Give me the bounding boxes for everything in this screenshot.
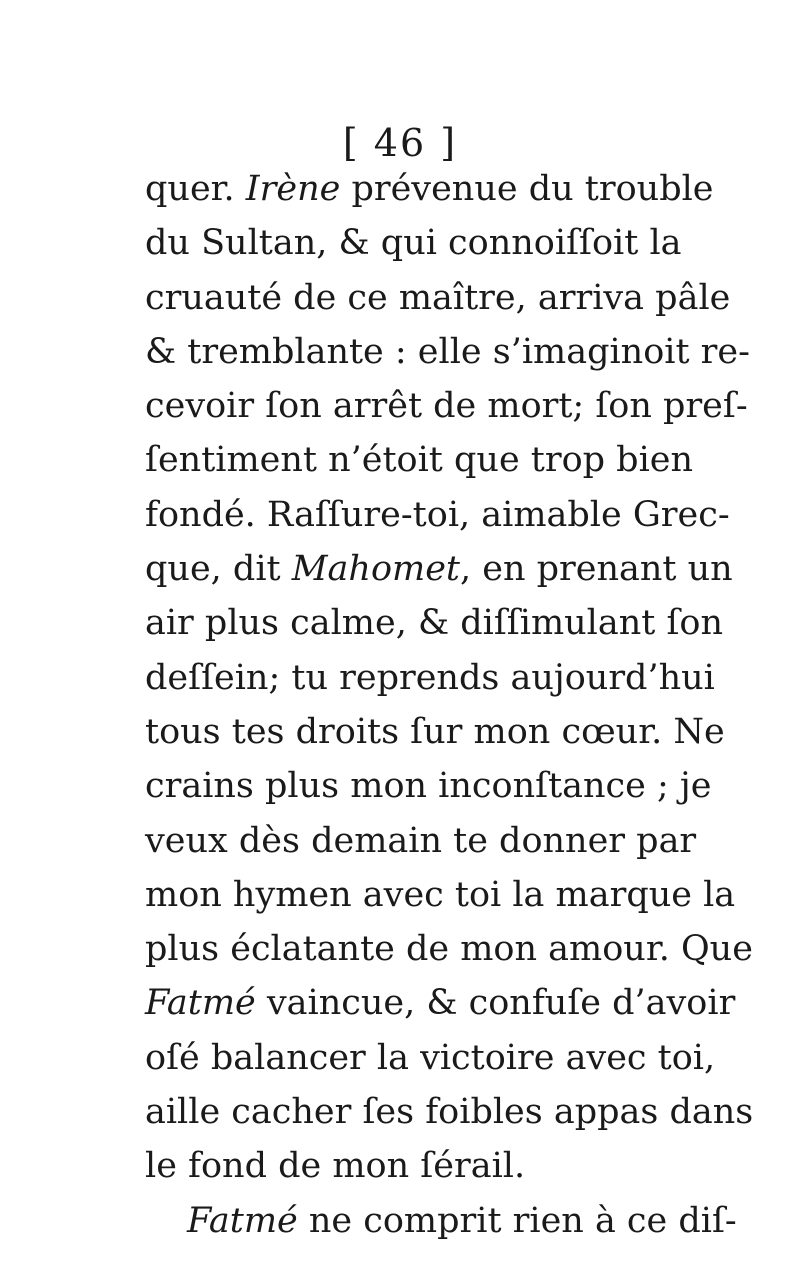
text-line: [145, 922, 753, 976]
text-fragment: oſé balancer la victoire avec toi,: [145, 1037, 716, 1078]
text-fragment: fondé. Raſſure-toi, aimable Grec-: [145, 494, 730, 535]
text-fragment: deſſein; tu reprends aujourd’hui: [145, 657, 715, 698]
text-fragment: ne comprit rien à ce diſ-: [297, 1200, 737, 1241]
text-fragment: du Sultan, & qui connoiſſoit la: [145, 223, 682, 264]
text-fragment: vaincue, & confuſe d’avoir: [255, 983, 736, 1024]
text-fragment: quer.: [145, 169, 246, 209]
page-number: [ 46 ]: [342, 121, 458, 165]
text-fragment: cevoir ſon arrêt de mort; ſon preſ-: [145, 386, 748, 427]
text-line: [145, 379, 748, 433]
text-line: [145, 433, 694, 487]
text-line: [145, 1085, 754, 1139]
text-line: [145, 1194, 737, 1248]
text-line: [145, 542, 733, 596]
text-line: [145, 651, 715, 705]
text-fragment: veux dès demain te donner par: [145, 820, 697, 861]
text-line: [145, 596, 724, 650]
text-fragment: & tremblante : elle s’imaginoit re-: [145, 331, 750, 372]
text-line: [145, 814, 697, 868]
body-text: [145, 162, 754, 1248]
text-fragment: aille cacher ſes foibles appas dans: [145, 1092, 754, 1133]
text-line: [145, 271, 731, 325]
text-fragment: prévenue du trouble: [340, 169, 714, 209]
text-line: [145, 162, 714, 216]
text-line: [145, 705, 725, 759]
text-line: [145, 868, 736, 922]
text-line: [145, 325, 750, 379]
text-fragment: cruauté de ce maître, arriva pâle: [145, 277, 731, 318]
text-line: [145, 759, 712, 813]
text-fragment: le fond de mon ſérail.: [145, 1146, 526, 1187]
text-fragment: que, dit: [145, 549, 292, 590]
text-line: [145, 1139, 645, 1193]
text-fragment: air plus calme, & diſſimulant ſon: [145, 603, 724, 644]
italic-name: Fatmé: [187, 1200, 298, 1241]
text-line: [145, 1031, 716, 1085]
italic-name: Mahomet: [291, 549, 460, 590]
italic-name: Irène: [245, 169, 341, 209]
italic-name: Fatmé: [145, 983, 256, 1024]
text-line: [145, 488, 730, 542]
text-fragment: tous tes droits ſur mon cœur. Ne: [145, 711, 725, 752]
text-line: [145, 216, 682, 270]
text-fragment: crains plus mon inconſtance ; je: [145, 766, 712, 807]
text-fragment: , en prenant un: [460, 549, 733, 590]
text-fragment: plus éclatante de mon amour. Que: [145, 929, 753, 970]
text-fragment: mon hymen avec toi la marque la: [145, 874, 736, 915]
text-fragment: ſentiment n’étoit que trop bien: [145, 440, 694, 481]
text-line: [145, 976, 736, 1030]
